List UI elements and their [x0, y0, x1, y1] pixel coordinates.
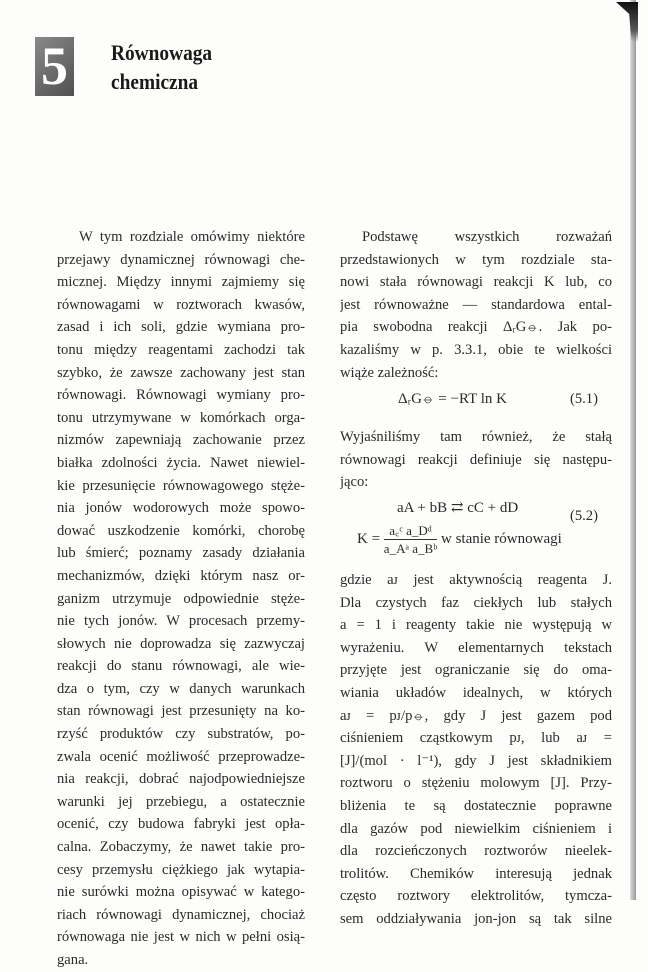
text-line: micznej. Między innymi zajmiemy się	[57, 274, 305, 291]
text-line: kie przesunięcie równowagowego stęże-	[57, 477, 305, 494]
right-column-paragraph	[340, 226, 612, 384]
text-line: nie surówki można opisywać w katego-	[57, 884, 305, 901]
left-column	[57, 226, 305, 972]
text-line: przedstawionych w tym rozdziale sta-	[340, 251, 612, 268]
text-line: ciśnieniem cząstkowym pᴊ, lub aᴊ =	[340, 730, 612, 747]
text-line: aᴊ = pᴊ/p⦵, gdy J jest gazem pod	[340, 707, 612, 724]
text-line: lub śmierć; poznamy zasady działania	[57, 545, 305, 562]
text-line: tonu między reagentami zachodzi tak	[57, 341, 305, 358]
text-line: zwala ocenić możliwość przeprowadze-	[57, 748, 305, 765]
right-column-paragraph	[340, 569, 612, 931]
text-line: riach równowagi dynamicznej, chociaż	[57, 906, 305, 923]
text-line: warunki jej przebiegu, a ostatecznie	[57, 793, 305, 810]
text-line: sem oddziaływania jon-jon są tak silne	[340, 910, 612, 927]
text-line: równowaga nie jest w nich w pełni osią-	[57, 929, 305, 946]
text-line: wyrażeniu. W elementarnych tekstach	[340, 639, 612, 656]
text-line: gdzie aᴊ jest aktywnością reagenta J.	[340, 572, 612, 588]
text-line: słowych nie doprowadza się zazwyczaj	[57, 635, 305, 652]
numerator: a꜀ᶜ a_Dᵈ	[384, 522, 437, 540]
text-line: Dla czystych faz ciekłych lub stałych	[340, 594, 612, 611]
text-line: [J]/(mol · l⁻¹), gdy J jest składnikiem	[340, 752, 612, 769]
text-line: kazaliśmy w p. 3.3.1, obie te wielkości	[340, 341, 612, 358]
text-line: dować uszkodzenie komórki, chorobę	[57, 522, 305, 539]
text-line: równowagi reakcji definiuje się następu-	[340, 451, 612, 468]
text-line: tonu utrzymywane w komórkach orga-	[57, 409, 305, 426]
text-line: ganizm utrzymuje odpowiednie stęże-	[57, 590, 305, 607]
text-line: roztworu o stężeniu molowym [J]. Przy-	[340, 775, 612, 792]
text-line: równowagi. Równowagi wymiany pro-	[57, 387, 305, 404]
text-line: cesy przemysłu ciężkiego jak wytapia-	[57, 861, 305, 878]
text-line: równowagami w roztworach kwasów,	[57, 296, 305, 313]
chapter-title-line: chemiczna	[111, 69, 199, 94]
text-line: nia jonów wodorowych może spowo-	[57, 500, 305, 517]
text-line: pia swobodna reakcji ΔᵣG⦵. Jak po-	[340, 319, 612, 336]
right-column-paragraph	[340, 426, 612, 494]
text-line: wiąże zależność:	[340, 364, 439, 381]
condition: w stanie równowagi	[440, 530, 562, 547]
text-line: dla gazów pod niewielkim ciśnieniem i	[340, 820, 612, 837]
text-line: jest równoważne — standardowa ental-	[340, 296, 612, 313]
fraction	[384, 522, 437, 557]
chapter-title	[111, 38, 212, 96]
denominator: a_Aᵃ a_Bᵇ	[383, 541, 438, 556]
text-line: gana.	[57, 952, 89, 968]
page-edge-shadow	[630, 0, 636, 900]
text-line: wiania układów idealnych, w których	[340, 684, 612, 701]
text-line: ocenić, czy budowa fabryki jest opła-	[57, 816, 305, 833]
equation-5-1: ΔᵣG⦵ = −RT ln K	[398, 391, 507, 407]
text-line: W tym rozdziale omówimy niektóre	[79, 229, 305, 245]
text-line: przejawy dynamicznej równowagi che-	[57, 251, 305, 268]
text-line: a = 1 i reagenty takie nie występują w	[340, 617, 612, 634]
chapter-title-line: Równowaga	[111, 40, 213, 65]
text-line: calna. Zobaczymy, że nawet takie pro-	[57, 839, 305, 856]
equilibrium-constant-expression	[357, 522, 562, 557]
page-corner-shadow	[616, 2, 638, 42]
text-line: często roztwory elektrolitów, tymcza-	[340, 888, 612, 905]
text-line: Podstawę wszystkich rozważań	[362, 229, 612, 245]
text-line: szybko, że zawsze zachowany jest stan	[57, 364, 305, 381]
text-line: przyjęte jest ograniczanie się do oma-	[340, 662, 612, 679]
text-line: rzyść produktów czy substratów, po-	[57, 726, 305, 743]
text-line: reakcji do stanu równowagi, ale wie-	[57, 658, 305, 675]
text-line: nia reakcji, dobrać najodpowiedniejsze	[57, 771, 305, 788]
text-line: bliżenia te są dostatecznie poprawne	[340, 797, 612, 814]
equation-number: (5.1)	[570, 391, 598, 407]
k-lhs: K =	[357, 530, 381, 547]
text-line: nizmów zapewniają zachowanie przez	[57, 432, 305, 449]
text-line: nie tych jonów. W procesach przemy-	[57, 613, 305, 630]
text-line: dza o tym, czy w danych warunkach	[57, 680, 305, 697]
text-line: mechanizmów, dzięki którym nasz or-	[57, 567, 305, 584]
text-line: jąco:	[340, 474, 369, 491]
text-line: zasad i ich soli, gdzie wymiana pro-	[57, 319, 305, 336]
text-line: Wyjaśniliśmy tam również, że stałą	[340, 429, 612, 445]
reaction-equation: aA + bB ⇄ cC + dD	[397, 500, 519, 516]
text-line: białka zdolności życia. Nawet niewiel-	[57, 454, 305, 471]
text-line: stan równowagi jest przesunięty na ko-	[57, 703, 305, 720]
text-line: trolitów. Chemików interesują jednak	[340, 865, 612, 882]
chapter-number-badge: 5	[35, 37, 74, 96]
equation-number: (5.2)	[570, 508, 598, 524]
text-line: nowi stała równowagi reakcji K lub, co	[340, 274, 612, 291]
text-line: dla rozcieńczonych roztworów nieelek-	[340, 843, 612, 860]
